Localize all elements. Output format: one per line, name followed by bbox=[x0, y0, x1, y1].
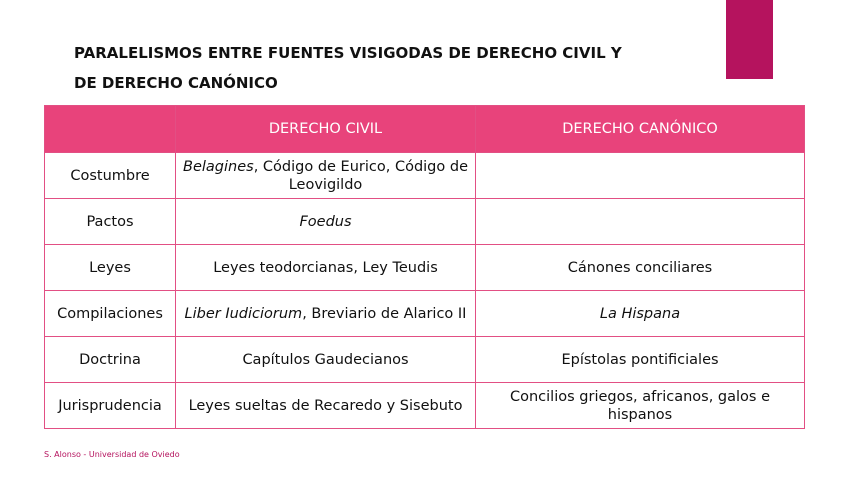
canon-text: Concilios griegos, africanos, galos e hispanos bbox=[510, 388, 770, 423]
title-line-2: DE DERECHO CANÓNICO bbox=[74, 74, 278, 92]
header-empty bbox=[45, 106, 176, 153]
table-row bbox=[45, 337, 805, 383]
canon-italic: La Hispana bbox=[599, 305, 681, 322]
title-line-1: PARALELISMOS ENTRE FUENTES VISIGODAS DE DERECHO CIVIL Y bbox=[74, 44, 622, 62]
civil-cell bbox=[176, 383, 476, 429]
row-label: Leyes bbox=[45, 245, 176, 291]
slide-title bbox=[74, 38, 674, 98]
header-civil: DERECHO CIVIL bbox=[176, 106, 476, 153]
table-row bbox=[45, 291, 805, 337]
civil-cell bbox=[176, 337, 476, 383]
row-label: Doctrina bbox=[45, 337, 176, 383]
table-row bbox=[45, 245, 805, 291]
canon-cell bbox=[476, 291, 805, 337]
civil-text: , Código de Eurico, Código de Leovigildo bbox=[253, 158, 468, 193]
row-label: Jurisprudencia bbox=[45, 383, 176, 429]
civil-italic: Belagines bbox=[183, 158, 254, 175]
accent-bar bbox=[726, 0, 773, 79]
civil-cell bbox=[176, 291, 476, 337]
civil-text: , Breviario de Alarico II bbox=[302, 305, 467, 322]
row-label: Compilaciones bbox=[45, 291, 176, 337]
civil-italic: Foedus bbox=[299, 213, 352, 230]
sources-table bbox=[44, 105, 805, 429]
canon-cell bbox=[476, 153, 805, 199]
civil-text: Leyes teodorcianas, Ley Teudis bbox=[213, 259, 438, 276]
canon-cell bbox=[476, 383, 805, 429]
civil-italic: Liber Iudiciorum bbox=[184, 305, 303, 322]
table-row bbox=[45, 199, 805, 245]
civil-cell bbox=[176, 153, 476, 199]
canon-cell bbox=[476, 199, 805, 245]
canon-text: Epístolas pontificiales bbox=[561, 351, 719, 368]
civil-cell bbox=[176, 199, 476, 245]
header-canonico: DERECHO CANÓNICO bbox=[476, 106, 805, 153]
civil-text: Leyes sueltas de Recaredo y Sisebuto bbox=[188, 397, 463, 414]
table-row bbox=[45, 153, 805, 199]
row-label: Pactos bbox=[45, 199, 176, 245]
row-label: Costumbre bbox=[45, 153, 176, 199]
table-header-row bbox=[45, 106, 805, 153]
canon-cell bbox=[476, 337, 805, 383]
table-row bbox=[45, 383, 805, 429]
canon-text: Cánones conciliares bbox=[567, 259, 713, 276]
civil-text: Capítulos Gaudecianos bbox=[242, 351, 409, 368]
civil-cell bbox=[176, 245, 476, 291]
footer-credit: S. Alonso - Universidad de Oviedo bbox=[44, 450, 180, 459]
canon-cell bbox=[476, 245, 805, 291]
